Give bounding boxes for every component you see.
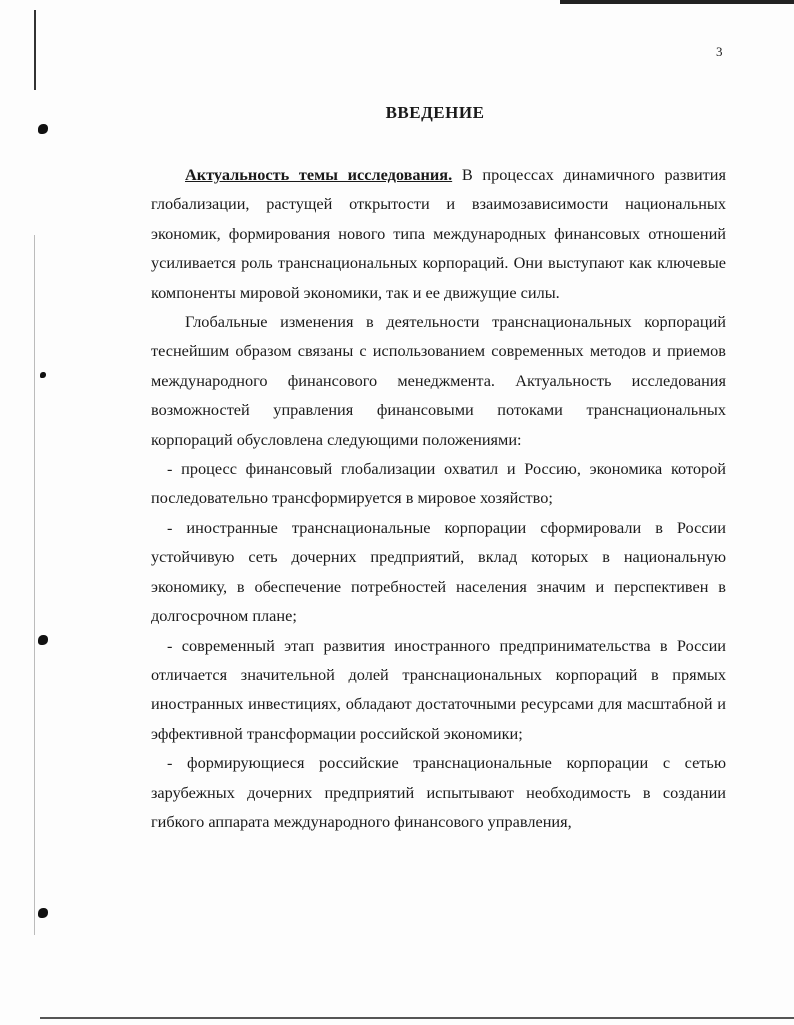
binding-hole-mark <box>40 372 46 378</box>
paragraph-text: В процессах динамичного развития глобализации, растущей открытости и взаимозависимости национальных экономик, формирования нового типа международных финансовых отношений усиливается роль транснациональных корпораций. Они выступают как ключевые компоненты мировой экономики, так и ее движущие силы. <box>151 165 726 302</box>
binding-hole-mark <box>38 908 48 918</box>
binding-hole-mark <box>38 635 48 645</box>
list-item: - современный этап развития иностранного предпринимательства в России отличается значительной долей транснациональных корпораций в прямых иностранных инвестициях, обладают достаточными ресурсами для масштабной и эффективной трансформации российской экономики; <box>151 635 726 743</box>
scan-border-top <box>560 0 794 4</box>
list-item: - иностранные транснациональные корпорации сформировали в России устойчивую сеть дочерних предприятий, вклад которых в национальную экономику, в обеспечение потребностей населения значим и перспективен в долгосрочном плане; <box>151 517 726 626</box>
page-title: ВВЕДЕНИЕ <box>385 103 485 122</box>
section-lead: Актуальность темы исследования. <box>185 165 453 184</box>
list-item: - процесс финансовый глобализации охватил и Россию, экономика которой последовательно трансформируется в мировое хозяйство; <box>151 459 726 508</box>
binding-hole-mark <box>38 124 48 134</box>
scan-border-bottom <box>40 1017 794 1019</box>
scan-border-left-faint <box>34 235 35 935</box>
list-item: - формирующиеся российские транснациональные корпорации с сетью зарубежных дочерних предприятий испытывают необходимость в создании гибкого аппарата международного финансового управления, <box>151 753 726 831</box>
document-body <box>151 160 726 836</box>
paragraph: Глобальные изменения в деятельности транснациональных корпораций теснейшим образом связаны с использованием современных методов и приемов международного финансового менеджмента. Актуальность исследования возможностей управления финансовыми потоками транснациональных корпораций обусловлена следующими положениями: <box>151 312 726 449</box>
page-number: 3 <box>716 44 723 59</box>
paragraph <box>151 160 726 307</box>
scan-border-left <box>34 10 36 90</box>
